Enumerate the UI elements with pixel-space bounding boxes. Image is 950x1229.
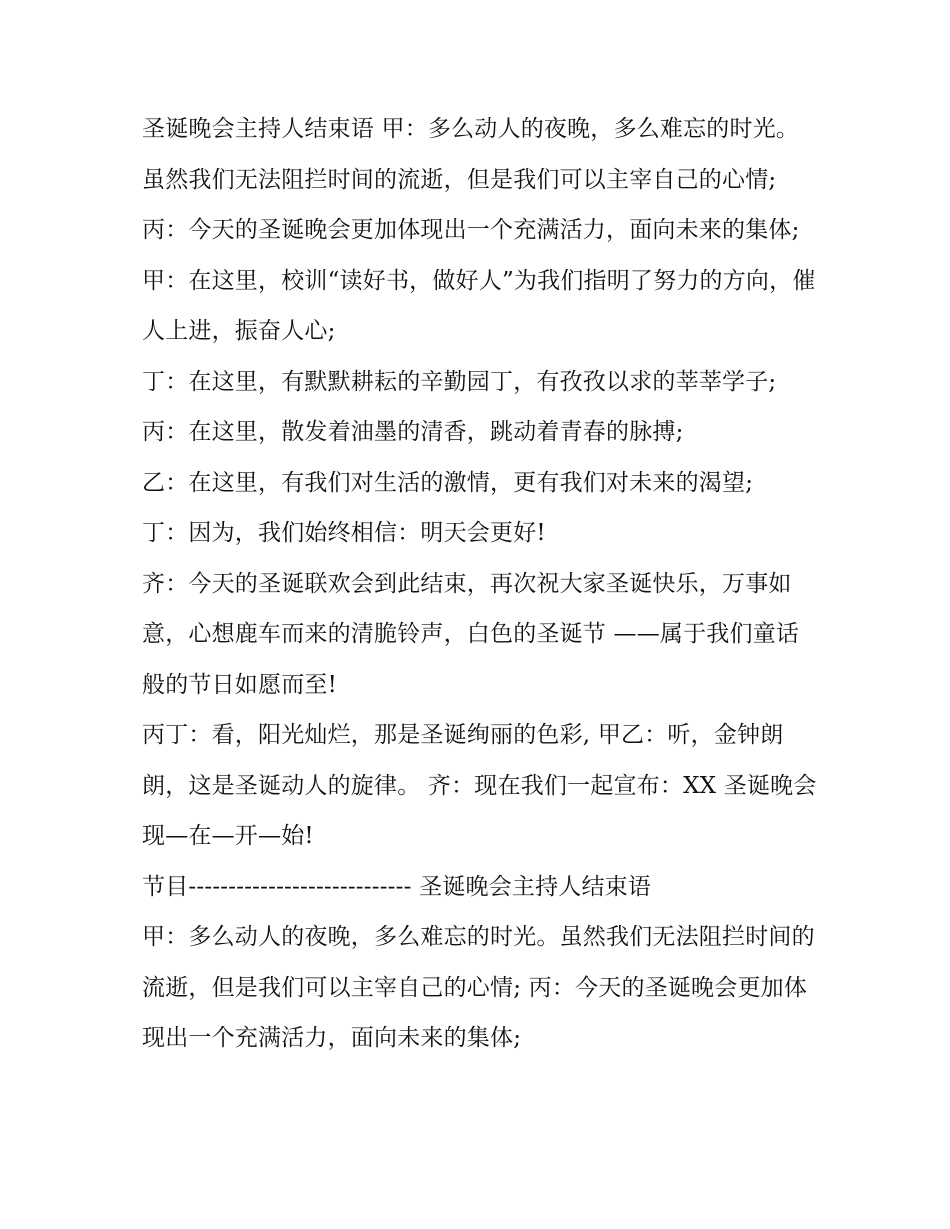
paragraph-2: 丙：今天的圣诞晚会更加体现出一个充满活力，面向未来的集体; 甲：在这里，校训“读好书，做好人”为我们指明了努力的方向，催人上进，振奋人心; — [142, 217, 816, 344]
paragraph-8: 节目---------------------------- 圣诞晚会主持人结束语 — [142, 873, 652, 900]
paragraph-7: 丙丁：看，阳光灿烂，那是圣诞绚丽的色彩, 甲乙：听，金钟朗朗，这是圣诞动人的旋律。 齐：现在我们一起宣布：XX 圣诞晚会现—在—开—始! — [142, 722, 817, 849]
document-body — [142, 104, 822, 1064]
paragraph-5: 丁：因为，我们始终相信：明天会更好! — [142, 520, 546, 546]
paragraph-3: 丁：在这里，有默默耕耘的辛勤园丁，有孜孜以求的莘莘学子; 丙：在这里，散发着油墨的清香，跳动着青春的脉搏; — [142, 368, 784, 445]
paragraph-4: 乙：在这里，有我们对生活的激情，更有我们对未来的渴望; — [142, 469, 754, 496]
paragraph-9: 甲：多么动人的夜晚，多么难忘的时光。虽然我们无法阻拦时间的流逝，但是我们可以主宰自己的心情; 丙：今天的圣诞晚会更加体现出一个充满活力，面向未来的集体; — [142, 924, 815, 1051]
paragraph-6: 齐：今天的圣诞联欢会到此结束，再次祝大家圣诞快乐，万事如意，心想鹿车而来的清脆铃声，白色的圣诞节 ——属于我们童话般的节日如愿而至! — [142, 570, 800, 698]
paragraph-1: 圣诞晚会主持人结束语 甲：多么动人的夜晚，多么难忘的时光。虽然我们无法阻拦时间的流逝，但是我们可以主宰自己的心情; — [142, 116, 800, 193]
